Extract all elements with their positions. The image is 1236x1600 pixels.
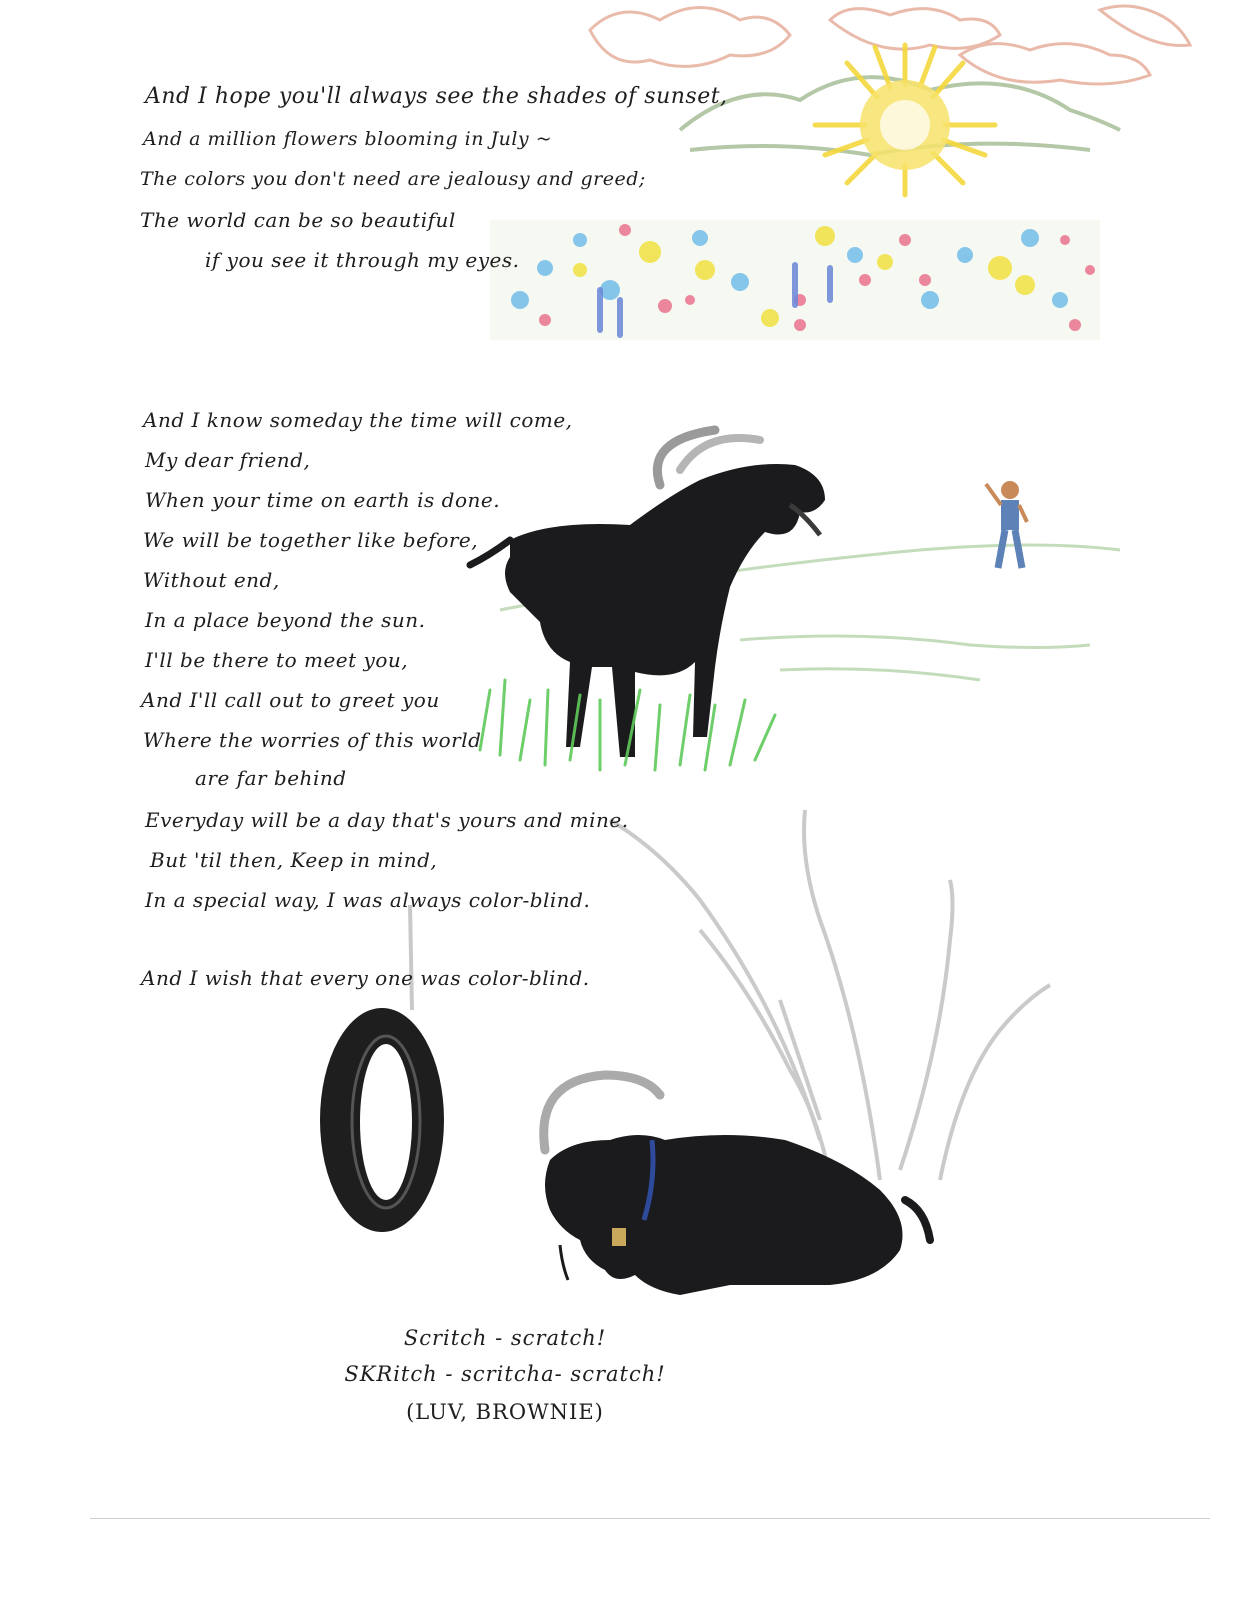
verse2-line-13: In a special way, I was always color-blind. (145, 888, 591, 912)
verse2-line-7: I'll be there to meet you, (145, 648, 409, 672)
verse2-line-11: Everyday will be a day that's yours and mine. (145, 808, 629, 832)
verse2-line-8: And I'll call out to greet you (141, 688, 440, 712)
flower-field-drawing (490, 220, 1100, 340)
cloud-drawing (590, 6, 1190, 84)
verse2-line-5: Without end, (143, 568, 280, 592)
verse1-line-1: And I hope you'll always see the shades of sunset, (145, 84, 728, 109)
sun-drawing (815, 45, 995, 195)
verse1-line-2: And a million flowers blooming in July ~ (143, 128, 553, 150)
verse2-line-4: We will be together like before, (143, 528, 479, 552)
verse2-line-6: In a place beyond the sun. (145, 608, 426, 632)
verse2-line-3: When your time on earth is done. (145, 488, 501, 512)
signature-line-3: (LUV, BROWNIE) (406, 1400, 604, 1424)
resting-goat-drawing (544, 1075, 930, 1295)
verse2-line-1: And I know someday the time will come, (143, 408, 573, 432)
signature-line-1: Scritch - scratch! (403, 1326, 607, 1350)
closing-line: And I wish that every one was color-blind. (141, 966, 590, 990)
verse1-line-3: The colors you don't need are jealousy and greed; (140, 168, 646, 190)
page-bottom-edge (90, 1518, 1210, 1519)
tree-drawing (610, 810, 1050, 1180)
verse2-line-12: But 'til then, Keep in mind, (150, 848, 438, 872)
verse2-line-10: are far behind (195, 766, 347, 790)
signature-line-2: SKRitch - scritcha- scratch! (344, 1362, 666, 1386)
verse1-line-5: if you see it through my eyes. (205, 248, 520, 272)
tire-swing-drawing (320, 905, 444, 1232)
boy-figure-drawing (986, 481, 1027, 568)
standing-goat-drawing (470, 430, 825, 757)
verse2-line-9: Where the worries of this world (143, 728, 482, 752)
verse1-line-4: The world can be so beautiful (140, 208, 456, 232)
verse2-line-2: My dear friend, (145, 448, 311, 472)
